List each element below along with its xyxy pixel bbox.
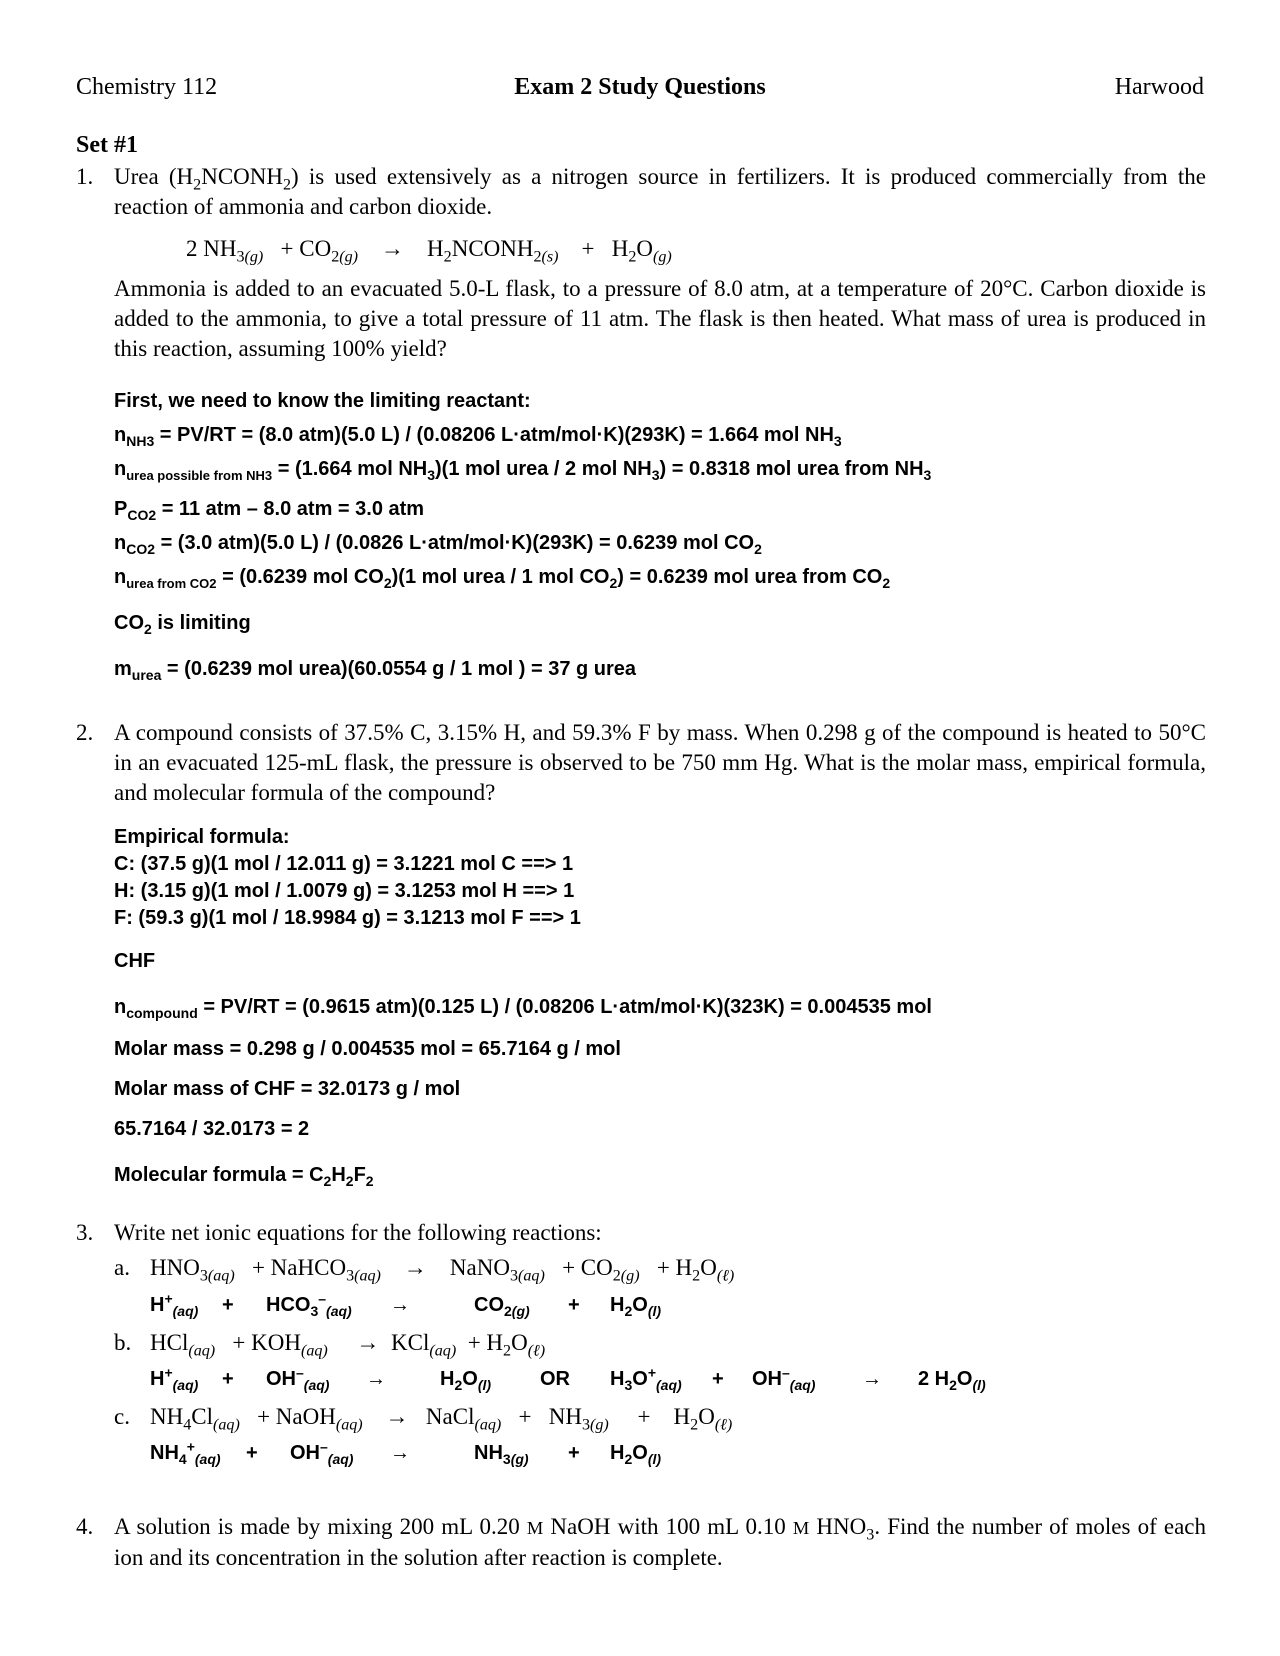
question-number: 3. bbox=[76, 1220, 94, 1245]
net-ionic-equation: $H^+_{(aq)}$ + $OH^-_{(aq)}$ → $H_2O_{(l)}$ OR $H_3O^+_{(aq)}$ + $OH^-_{(aq)}$ → 2 $H_2O_{(l)}$ bbox=[150, 1364, 986, 1393]
answer-line: Molecular formula = $C_2H_2F_2$ bbox=[114, 1164, 374, 1189]
question-text: Ammonia is added to an evacuated 5.0-L flask, to a pressure of 8.0 atm, at a temperature of 20°C. Carbon dioxide is added to the ammonia, to give a total pressure of 11 atm. The flask is then heated. What mass of urea is produced in this reaction, assuming 100% yield? bbox=[114, 276, 1206, 361]
reaction-equation-q1: 2 $NH_{3(g)} + CO_{2(g)}$ → $H_2NCONH_{2(s)}$ + $H_2O_{(g)}$ bbox=[186, 236, 672, 266]
question-1-body bbox=[76, 274, 1206, 364]
question-number: 2. bbox=[76, 720, 94, 745]
page-title: Exam 2 Study Questions bbox=[514, 74, 766, 100]
net-ionic-equation: $H^+_{(aq)}$ + $HCO_3^-_{(aq)}$ → $CO_{2(g)}$ + $H_2O_{(l)}$ bbox=[150, 1290, 662, 1319]
question-text: Write net ionic equations for the following reactions: bbox=[114, 1220, 602, 1245]
answer-line: $n_{CO2} = (3.0$ atm)(5.0 L) / (0.0826 L·atm/mol·K)(293K) = 0.6239 mol $CO_2$ bbox=[114, 532, 762, 557]
answer-heading: First, we need to know the limiting reactant: bbox=[114, 390, 531, 412]
part-label: a. bbox=[114, 1255, 130, 1280]
part-label: b. bbox=[114, 1330, 132, 1355]
answer-line: 65.7164 / 32.0173 = 2 bbox=[114, 1118, 310, 1140]
reaction-equation: $HNO_{3(aq)}$ + NaHCO$_{3(aq)}$ → NaNO$_{3(aq)}$ + $CO_{2(g)} + H_2O_{(\ell)}$ bbox=[150, 1255, 735, 1285]
answer-line: H: (3.15 g)(1 mol / 1.0079 g) = 3.1253 mol H ==> 1 bbox=[114, 880, 575, 902]
answer-line: F: (59.3 g)(1 mol / 18.9984 g) = 3.1213 mol F ==> 1 bbox=[114, 907, 581, 929]
answer-line: $n_{NH3} = PV/RT = (8.0$ atm)(5.0 L) / (0.08206 L·atm/mol·K)(293K) = 1.664 mol $NH_3$ bbox=[114, 424, 842, 449]
answer-line: $n_{urea from CO2} = (0.6239$ mol $CO_2)(1$ mol urea / 1 mol $CO_2) = 0.6239$ mol urea from $CO_2$ bbox=[114, 566, 891, 591]
answer-line: $CO_2$ is limiting bbox=[114, 612, 251, 637]
answer-line: $n_{urea possible from NH3} = (1.664$ mol $NH_3)(1$ mol urea / 2 mol $NH_3) = 0.8318$ mol urea from $NH_3$ bbox=[114, 458, 932, 483]
question-text: A solution is made by mixing 200 mL 0.20 M NaOH with 100 mL 0.10 M $HNO_3$. Find the number of moles of each ion and its concentration in the solution after reaction is complete. bbox=[114, 1514, 1206, 1570]
answer-line: Molar mass = 0.298 g / 0.004535 mol = 65.7164 g / mol bbox=[114, 1038, 621, 1060]
question-1 bbox=[76, 162, 1206, 222]
answer-line: CHF bbox=[114, 950, 156, 972]
answer-line: Molar mass of CHF = 32.0173 g / mol bbox=[114, 1078, 461, 1100]
question-text: Urea $(H_2NCONH_2)$ is used extensively as a nitrogen source in fertilizers. It is produced commercially from the reaction of ammonia and carbon dioxide. bbox=[114, 164, 1206, 219]
question-3 bbox=[76, 1218, 1206, 1248]
answer-line: $P_{CO2} = 11$ atm – 8.0 atm = 3.0 atm bbox=[114, 498, 425, 523]
question-4 bbox=[76, 1512, 1206, 1573]
answer-line: $n_{compound} = PV/RT = (0.9615$ atm)(0.125 L) / (0.08206 L·atm/mol·K)(323K) = 0.004535 mol bbox=[114, 996, 932, 1021]
reaction-equation: $HCl_{(aq)} + KOH_{(aq)}$ → $KCl_{(aq)} + H_2O_{(\ell)}$ bbox=[150, 1330, 546, 1360]
answer-heading: Empirical formula: bbox=[114, 826, 290, 848]
course-name: Chemistry 112 bbox=[76, 74, 218, 100]
question-text: A compound consists of 37.5% C, 3.15% H, and 59.3% F by mass. When 0.298 g of the compound is heated to 50°C in an evacuated 125-mL flask, the pressure is observed to be 750 mm Hg. What is the molar mass, empirical formula, and molecular formula of the compound? bbox=[114, 720, 1206, 805]
net-ionic-equation: $NH_4^+_{(aq)}$ + $OH^-_{(aq)}$ → $NH_{3(g)}$ + $H_2O_{(l)}$ bbox=[150, 1438, 662, 1467]
question-number: 1. bbox=[76, 164, 94, 189]
part-label: c. bbox=[114, 1404, 130, 1429]
answer-line: C: (37.5 g)(1 mol / 12.011 g) = 3.1221 mol C ==> 1 bbox=[114, 853, 574, 875]
set-label: Set #1 bbox=[76, 132, 138, 158]
answer-line: $m_{urea} = (0.6239$ mol urea)(60.0554 g / 1 mol ) = 37 g urea bbox=[114, 658, 637, 683]
reaction-equation: $NH_4Cl_{(aq)}$ + NaOH$_{(aq)}$ → NaCl$_{(aq)}$ + $NH_{3(g)}$ + $H_2O_{(\ell)}$ bbox=[150, 1404, 733, 1434]
page-header bbox=[76, 74, 1204, 104]
author-name: Harwood bbox=[1114, 74, 1204, 100]
question-2 bbox=[76, 718, 1206, 808]
question-number: 4. bbox=[76, 1514, 94, 1539]
